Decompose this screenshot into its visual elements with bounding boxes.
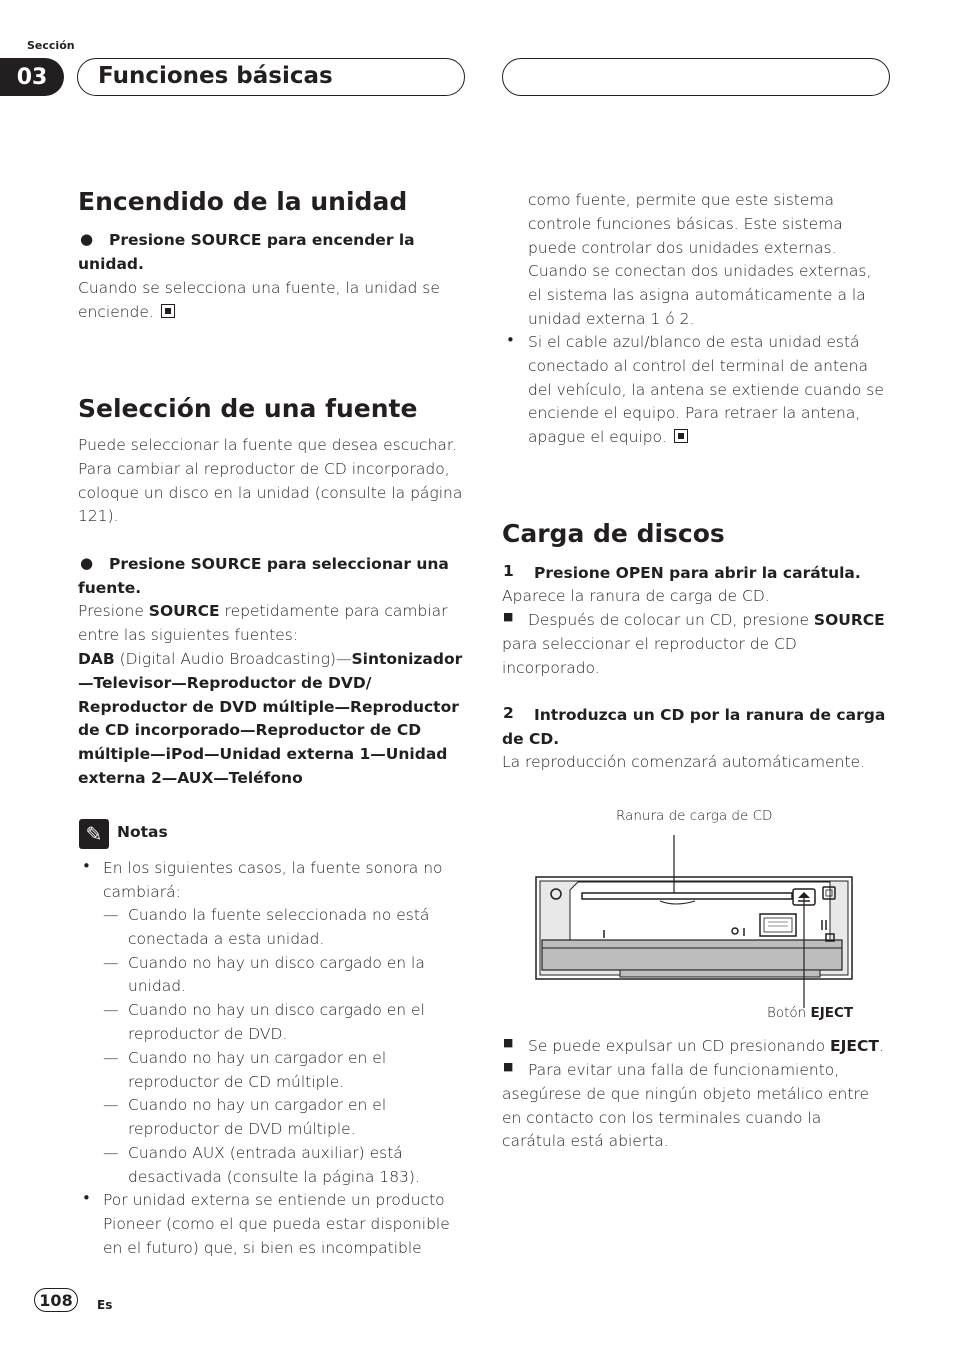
source-dab-desc: (Digital Audio Broadcasting) bbox=[114, 650, 336, 668]
sub-text: Cuando no hay un cargador en el reproductor de DVD múltiple. bbox=[128, 1096, 387, 1139]
step-1-tip bbox=[502, 609, 890, 680]
text-part: . bbox=[878, 1037, 884, 1055]
step-select-source: Presione SOURCE para seleccionar una fuente. bbox=[78, 555, 449, 597]
note-3 bbox=[528, 331, 890, 450]
source-key: SOURCE bbox=[148, 602, 220, 620]
figure-label-slot: Ranura de carga de CD bbox=[616, 808, 773, 824]
step-2-number: 2 bbox=[503, 704, 514, 722]
step-1-text: Aparece la ranura de carga de CD. bbox=[502, 587, 770, 605]
heading-seleccion: Selección de una fuente bbox=[78, 394, 418, 423]
step-1-number: 1 bbox=[503, 562, 514, 580]
step-1: Presione OPEN para abrir la carátula. bbox=[534, 564, 861, 582]
sub-item: — Cuando no hay un cargador en el reproductor de DVD múltiple. bbox=[103, 1094, 465, 1142]
sub-item: — Cuando no hay un disco cargado en la unidad. bbox=[103, 952, 465, 1000]
heading-carga: Carga de discos bbox=[502, 519, 725, 548]
text-part: Presione bbox=[78, 602, 149, 620]
step-power-on: Presione SOURCE para encender la unidad. bbox=[78, 231, 415, 273]
square-bullet-icon: ■ bbox=[503, 1036, 514, 1049]
text-part: Botón bbox=[767, 1005, 811, 1021]
end-mark-icon bbox=[674, 429, 688, 443]
text-part: Se puede expulsar un CD presionando bbox=[528, 1037, 831, 1055]
bullet-icon: ● bbox=[80, 554, 94, 572]
bullet-dot-icon: • bbox=[82, 857, 91, 875]
section-number: 03 bbox=[0, 58, 64, 96]
end-mark-icon bbox=[161, 304, 175, 318]
source-key: SOURCE bbox=[813, 611, 885, 629]
step-2: Introduzca un CD por la ranura de carga de CD. bbox=[502, 706, 886, 748]
note-3-text: Si el cable azul/blanco de esta unidad está conectado al control del terminal de antena del vehículo, la antena se extiende cuando se enciende el equipo. Para retraer la antena, apague el equipo. bbox=[528, 333, 884, 447]
power-on-text-span: Cuando se selecciona una fuente, la unidad se enciende. bbox=[78, 279, 440, 321]
bullet-icon: ● bbox=[80, 230, 94, 248]
sub-item: — Cuando AUX (entrada auxiliar) está desactivada (consulte la página 183). bbox=[103, 1142, 465, 1190]
tip-eject bbox=[528, 1035, 890, 1059]
sub-item: — Cuando no hay un cargador en el reproductor de CD múltiple. bbox=[103, 1047, 465, 1095]
sub-text: Cuando la fuente seleccionada no está conectada a esta unidad. bbox=[128, 906, 430, 948]
text-part: Después de colocar un CD, presione bbox=[528, 611, 814, 629]
note-2: Por unidad externa se entiende un producto Pioneer (como el que pueda estar disponible en el futuro) que, si bien es incompatible bbox=[103, 1191, 450, 1257]
section-title: Funciones básicas bbox=[98, 63, 333, 89]
sub-item: — Cuando la fuente seleccionada no está conectada a esta unidad. bbox=[103, 904, 465, 952]
square-bullet-icon: ■ bbox=[503, 610, 514, 623]
step-2-text: La reproducción comenzará automáticamente. bbox=[502, 753, 866, 771]
source-dab: DAB bbox=[78, 650, 115, 668]
cd-unit-figure bbox=[530, 830, 860, 1030]
tip-metal: Para evitar una falla de funcionamiento, asegúrese de que ningún objeto metálico entre en contacto con los terminales cuando la carátula está abierta. bbox=[502, 1061, 870, 1151]
empty-header-frame bbox=[502, 58, 890, 96]
page-number: 108 bbox=[34, 1288, 78, 1312]
sources-rest: Sintonizador—Televisor—Reproductor de DVD/ Reproductor de DVD múltiple—Reproductor de CD incorporado—Reproductor de CD múltiple—iPod—Unidad externa 1—Unidad externa 2—AUX—Teléfono bbox=[78, 650, 463, 787]
language-code: Es bbox=[97, 1298, 113, 1312]
section-label: Sección bbox=[27, 39, 75, 52]
text-part: repetidamente para cambiar entre las siguientes fuentes: bbox=[78, 602, 448, 644]
eject-key: EJECT bbox=[830, 1037, 879, 1055]
sources-list: DAB (Digital Audio Broadcasting)—Sintonizador—Televisor—Reproductor de DVD/ Reproductor de DVD múltiple—Reproductor de CD incorporado—Reproductor de CD múltiple—iPod—Unidad externa 1—Unidad externa 2—AUX—Teléfono bbox=[78, 650, 463, 787]
sub-text: Cuando AUX (entrada auxiliar) está desactivada (consulte la página 183). bbox=[128, 1143, 420, 1186]
note-1-sublist bbox=[103, 904, 465, 1190]
bullet-dot-icon: • bbox=[82, 1189, 91, 1207]
sub-text: Cuando no hay un disco cargado en la unidad. bbox=[128, 953, 425, 996]
cd-slot bbox=[582, 893, 792, 899]
square-bullet-icon: ■ bbox=[503, 1060, 514, 1073]
eject-key: EJECT bbox=[810, 1005, 854, 1021]
power-on-text bbox=[78, 277, 458, 325]
notes-title: Notas bbox=[117, 823, 168, 841]
heading-encendido: Encendido de la unidad bbox=[78, 187, 408, 216]
text-part: para seleccionar el reproductor de CD incorporado. bbox=[502, 634, 797, 677]
figure-label-eject bbox=[767, 1005, 853, 1021]
note-1: En los siguientes casos, la fuente sonora no cambiará: bbox=[103, 859, 443, 901]
sub-text: Cuando no hay un cargador en el reproductor de CD múltiple. bbox=[128, 1048, 387, 1091]
sub-item: — Cuando no hay un disco cargado en el reproductor de DVD. bbox=[103, 999, 465, 1047]
select-source-text bbox=[78, 600, 463, 648]
sub-text: Cuando no hay un disco cargado en el reproductor de DVD. bbox=[128, 1001, 425, 1043]
note-2-continued: como fuente, permite que este sistema controle funciones básicas. Este sistema puede controlar dos unidades externas. Cuando se conectan dos unidades externas, el sistema las asigna automáticamente a la unidad externa 1 ó 2. bbox=[528, 191, 872, 328]
bullet-dot-icon: • bbox=[506, 331, 515, 349]
source-intro: Puede seleccionar la fuente que desea escuchar. Para cambiar al reproductor de CD incorporado, coloque un disco en la unidad (consulte la página 121). bbox=[78, 436, 463, 526]
pencil-icon: ✎ bbox=[79, 819, 109, 849]
